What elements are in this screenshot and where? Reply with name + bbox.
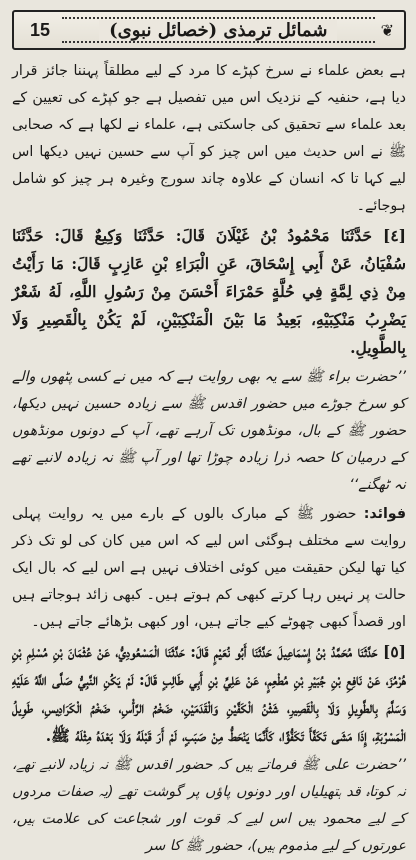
fawaid-note [12,501,406,636]
fawaid-label: فوائد: [363,506,406,522]
hadith-5-translation: ’’حضرت علی ﷺ فرماتے ہیں کہ حضور اقدس ﷺ نہ زیادہ لانبے تھے، نہ کوتاہ قد ہتھیلیاں اور دونوں پاؤں پر گوشت تھے (یہ صفات مردوں کے لیے محمود ہیں اس لیے کہ قوت اور شجاعت کی علامت ہیں، عورتوں کے لیے مذموم ہیں)، حضور ﷺ کا سر [12,757,406,854]
fawaid-text: حضور ﷺ کے مبارک بالوں کے بارے میں یہ روایت پہلی روایت سے مختلف ہوگئی اس لیے کہ اس میں کان کی لو تک ذکر کیا تھا لیکن حقیقت میں کوئی اختلاف نہیں ہے اس لیے کہ بال ایک حالت پر نہیں رہا کرتے کبھی کم ہوتے ہیں۔ کبھی زائد ہوجاتے ہیں اور قصداً کبھی چھوٹے کیے جاتے ہیں، اور کبھی بڑھائے جاتے ہیں۔ [12,506,406,630]
hadith-4-translation: ’’حضرت براء ﷺ سے یہ بھی روایت ہے کہ میں نے کسی پٹھوں والے کو سرخ جوڑے میں حضور اقدس ﷺ سے زیادہ حسین نہیں دیکھا، حضور ﷺ کے بال، مونڈھوں تک آرہے تھے، آپ کے دونوں مونڈھوں کے درمیان کا حصہ ذرا زیادہ چوڑا تھا اور آپ ﷺ نہ زیادہ لانبے تھے نہ ٹھگنے‘‘ [12,369,406,493]
hadith-4-arabic: [٤] حَدَّثَنَا مَحْمُودُ بْنُ غَيْلَانَ قَالَ: حَدَّثَنَا وَكِيعٌ قَالَ: حَدَّثَنَا سُفْيَانُ، عَنْ أَبِي إِسْحَاقَ، عَنِ الْبَرَاءِ بْنِ عَازِبٍ قَالَ: مَا رَأَيْتُ مِنْ ذِي لِمَّةٍ فِي حُلَّةٍ حَمْرَاءَ أَحْسَنَ مِنْ رَسُولِ اللَّهِ، لَهُ شَعْرٌ يَضْرِبُ مَنْكِبَيْهِ، بَعِيدُ مَا بَيْنَ الْمَنْكِبَيْنِ، لَمْ يَكُنْ بِالْقَصِيرِ وَلَا بِالطَّوِيلِ. [12,226,406,357]
header-ornament [62,17,375,43]
page-title: شمائل ترمذی (خصائل نبوی) [99,20,337,41]
page-header [12,10,406,50]
page-number: 15 [29,19,51,40]
paragraph-intro: ہے بعض علماء نے سرخ کپڑے کا مرد کے لیے مطلقاً پہننا جائز قرار دیا ہے، حنفیہ کے نزدیک اس میں تفصیل ہے جو کپڑے کی تعیین کے بعد علماء سے تحقیق کی جاسکتی ہے، علماء نے لکھا ہے کہ صحابی ﷺ نے اس حدیث میں اس چیز کو آپ سے حسین نہیں دیکھا اس لیے کہا تا کہ انسان کے علاوہ چاند سورج وغیرہ ہر چیز کو شامل ہوجائے۔ [12,63,406,214]
hadith-5-arabic: [٥] حَدَّثَنَا مُحَمَّدُ بْنُ إِسْمَاعِيلَ حَدَّثَنَا أَبُو نُعَيْمٍ قَالَ: حَدَّثَنَا الْمَسْعُودِيُّ، عَنْ عُثْمَانَ بْنِ مُسْلِمِ بْنِ هُرْمُزَ، عَنْ نَافِعِ بْنِ جُبَيْرِ بْنِ مُطْعِمٍ، عَنْ عَلِيِّ بْنِ أَبِي طَالِبٍ قَالَ: لَمْ يَكُنِ النَّبِيُّ صَلَّى اللَّهُ عَلَيْهِ وَسَلَّمَ بِالطَّوِيلِ وَلَا بِالْقَصِيرِ، شَثْنُ الْكَفَّيْنِ وَالْقَدَمَيْنِ، ضَخْمُ الرَّأْسِ، ضَخْمُ الْكَرَادِيسِ، طَوِيلُ الْمَسْرُبَةِ، إِذَا مَشَى تَكَفَّأَ تَكَفُّؤًا، كَأَنَّمَا يَنْحَطُّ مِنْ صَبَبٍ، لَمْ أَرَ قَبْلَهُ وَلَا بَعْدَهُ مِثْلَهُ ﷺ. [12,642,406,745]
flourish-icon: ❦ [380,20,394,40]
